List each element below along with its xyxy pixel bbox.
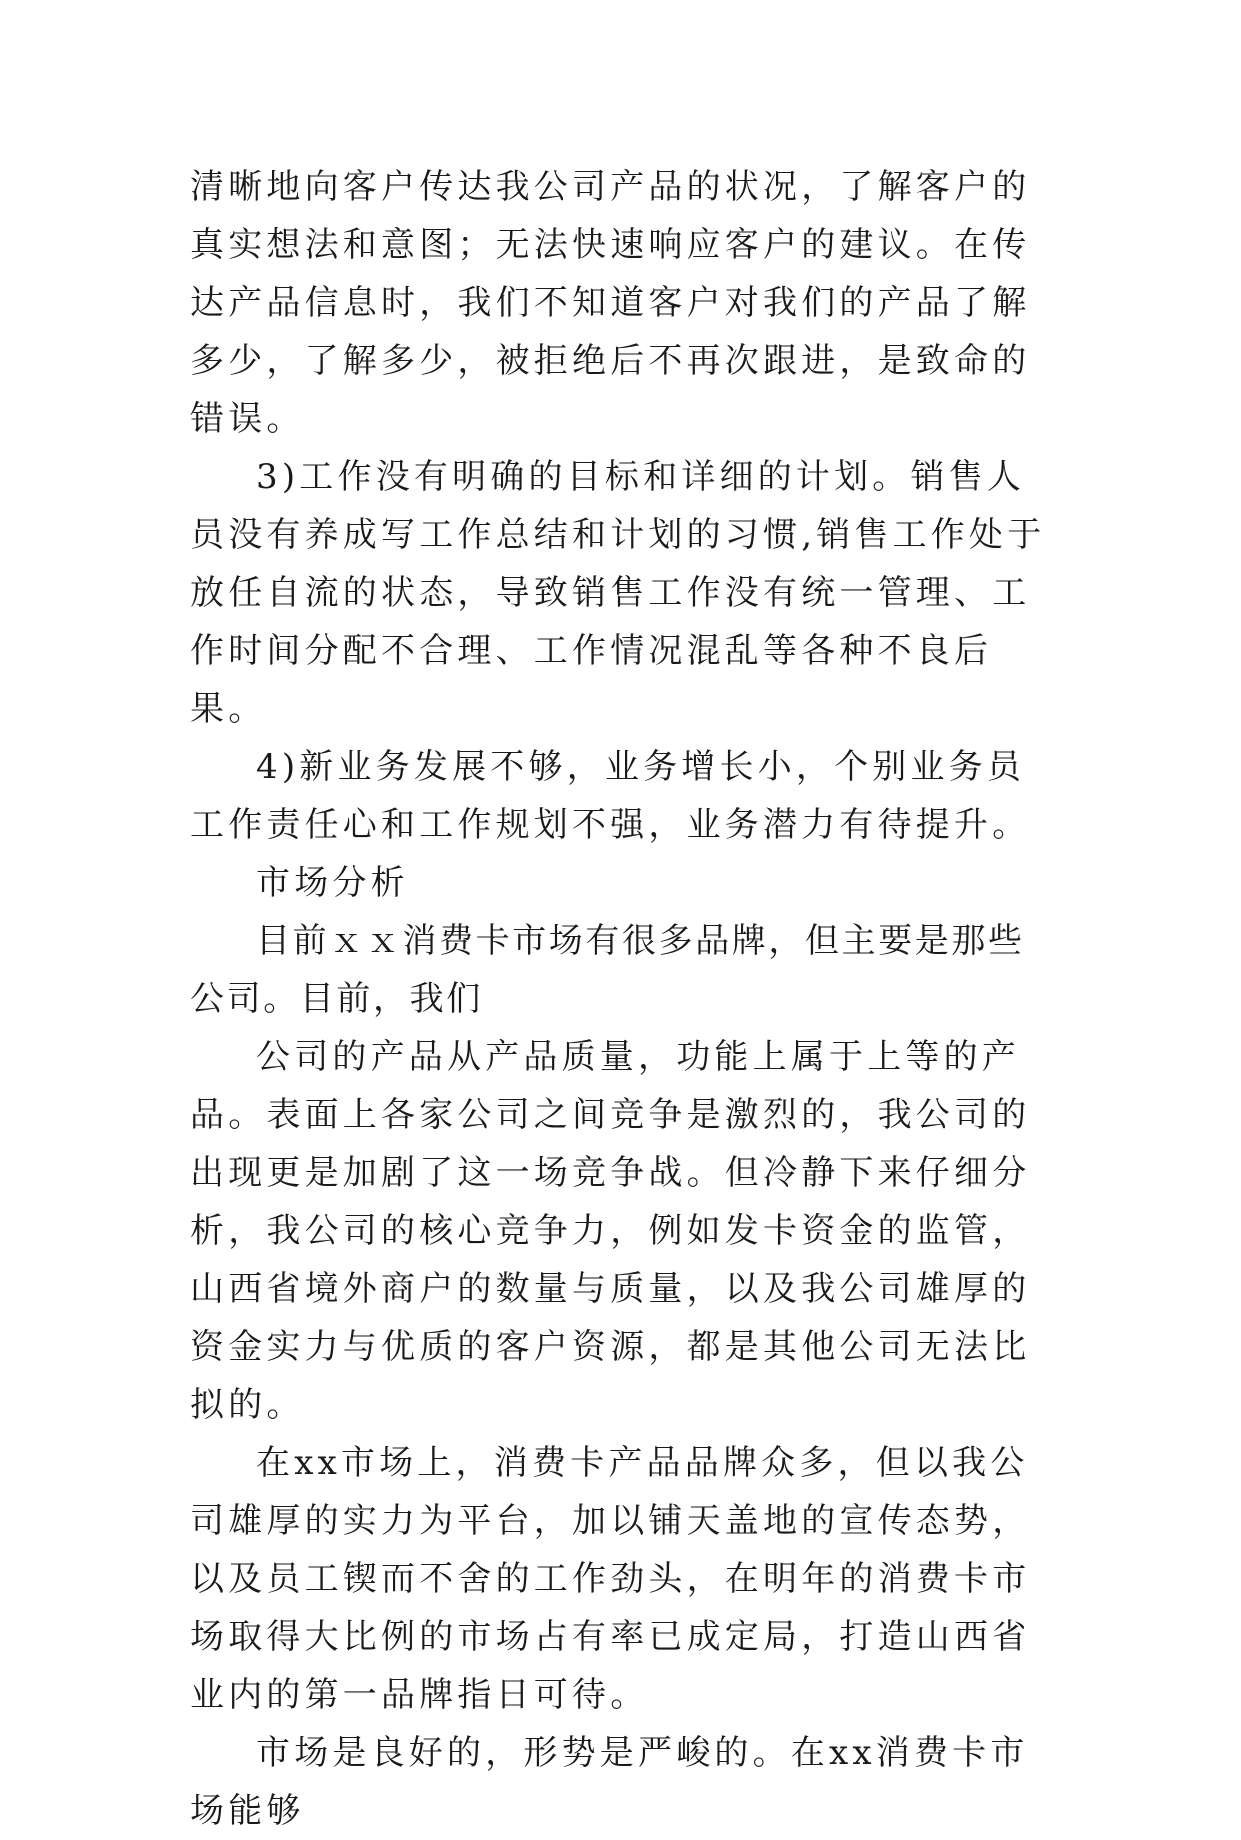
paragraph: 4)新业务发展不够，业务增长小，个别业务员工作责任心和工作规划不强，业务潜力有待提升。 [190,747,1031,845]
paragraph: 3)工作没有明确的目标和详细的计划。销售人员没有养成写工作总结和计划的习惯,销售工作处于放任自流的状态，导致销售工作没有统一管理、工作时间分配不合理、工作情况混乱等各种不良后果。 [190,457,1046,729]
paragraph: 目前ｘｘ消费卡市场有很多品牌，但主要是那些公司。目前，我们 [190,921,1025,1019]
paragraph: 市场是良好的，形势是严峻的。在xx消费卡市场能够 [190,1733,1029,1831]
paragraph: 公司的产品从产品质量，功能上属于上等的产品。表面上各家公司之间竞争是激烈的，我公司的出现更是加剧了这一场竞争战。但冷静下来仔细分析，我公司的核心竞争力，例如发卡资金的监管，山西省境外商户的数量与质量，以及我公司雄厚的资金实力与优质的客户资源，都是其他公司无法比拟的。 [190,1037,1031,1425]
paragraph: 在xx市场上，消费卡产品品牌众多，但以我公司雄厚的实力为平台，加以铺天盖地的宣传态势，以及员工锲而不舍的工作劲头，在明年的消费卡市场取得大比例的市场占有率已成定局，打造山西省业内的第一品牌指日可待。 [190,1443,1031,1715]
section-heading: 市场分析 [256,863,409,903]
paragraph: 清晰地向客户传达我公司产品的状况，了解客户的真实想法和意图；无法快速响应客户的建议。在传达产品信息时，我们不知道客户对我们的产品了解多少，了解多少，被拒绝后不再次跟进，是致命的错误。 [190,167,1031,439]
document-body [190,158,1060,1840]
